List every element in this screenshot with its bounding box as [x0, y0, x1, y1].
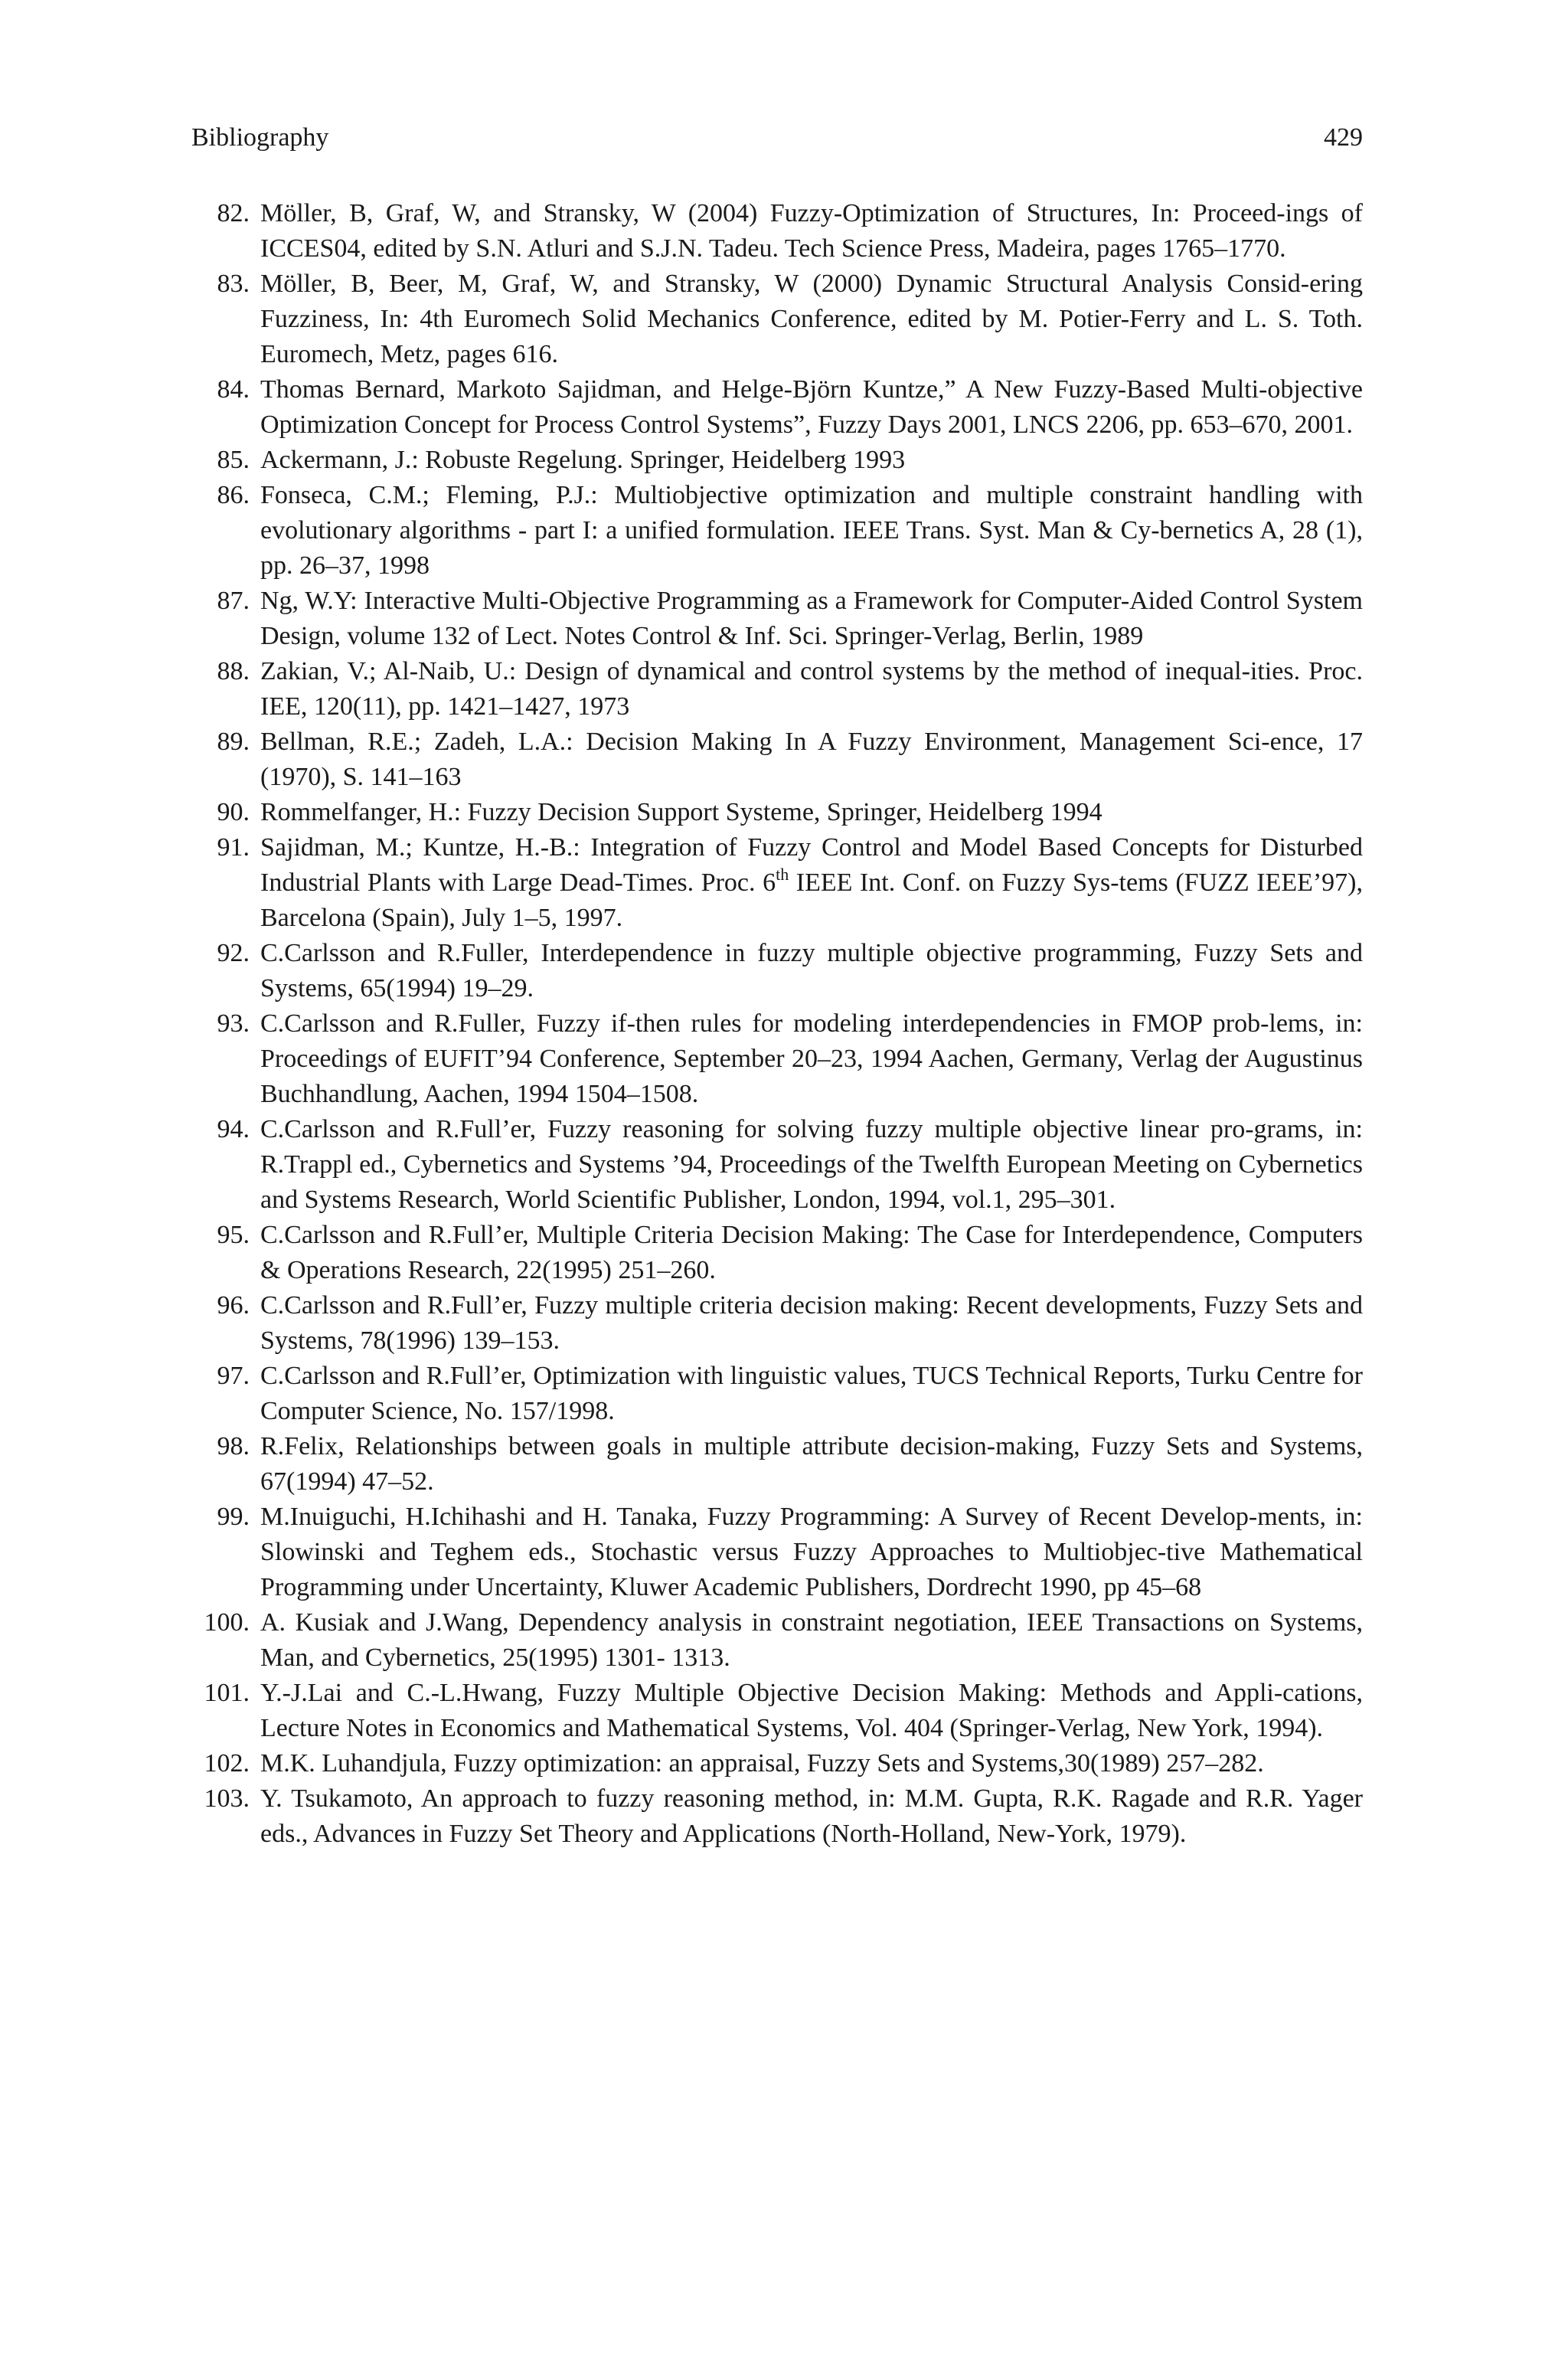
reference-text: C.Carlsson and R.Full’er, Fuzzy reasoning for solving fuzzy multiple objective linear pro-grams, in: R.Trappl ed., Cybernetics and Systems ’94, Proceedings of the Twelfth European Meeting on Cybernetics and Systems Research, World Scientific Publisher, London, 1994, vol.1, 295–301.: [260, 1115, 1363, 1214]
reference-text: Y.-J.Lai and C.-L.Hwang, Fuzzy Multiple Objective Decision Making: Methods and Appli-cations, Lecture Notes in Economics and Mathematical Systems, Vol. 404 (Springer-Verlag, New York, 1994).: [260, 1679, 1363, 1742]
reference-text: Möller, B, Graf, W, and Stransky, W (2004) Fuzzy-Optimization of Structures, In: Proceed-ings of ICCES04, edited by S.N. Atluri and S.J.N. Tadeu. Tech Science Press, Madeira, pages 1765–1770.: [260, 199, 1363, 263]
reference-item: [191, 478, 1363, 584]
reference-number: 94.: [217, 1115, 250, 1143]
reference-text: Fonseca, C.M.; Fleming, P.J.: Multiobjective optimization and multiple constraint handling with evolutionary algorithms - part I: a unified formulation. IEEE Trans. Syst. Man & Cy-bernetics A, 28 (1), pp. 26–37, 1998: [260, 481, 1363, 580]
reference-item: [191, 1112, 1363, 1218]
reference-number: 96.: [217, 1291, 250, 1320]
reference-text: Möller, B, Beer, M, Graf, W, and Stransky, W (2000) Dynamic Structural Analysis Consid-ering Fuzziness, In: 4th Euromech Solid Mechanics Conference, edited by M. Potier-Ferry and L. S. Toth. Euromech, Metz, pages 616.: [260, 270, 1363, 368]
reference-item: [191, 724, 1363, 795]
reference-item: [191, 1676, 1363, 1746]
reference-item: [191, 584, 1363, 654]
reference-number: 100.: [204, 1608, 250, 1637]
running-head: [191, 123, 1363, 153]
reference-text: Ackermann, J.: Robuste Regelung. Springer, Heidelberg 1993: [260, 446, 906, 474]
reference-number: 98.: [217, 1432, 250, 1460]
reference-number: 97.: [217, 1362, 250, 1390]
reference-item: [191, 372, 1363, 443]
reference-item: [191, 1288, 1363, 1359]
reference-text: C.Carlsson and R.Fuller, Interdependence in fuzzy multiple objective programming, Fuzzy Sets and Systems, 65(1994) 19–29.: [260, 939, 1363, 1002]
reference-item: [191, 936, 1363, 1006]
reference-item: [191, 267, 1363, 372]
reference-text: M.Inuiguchi, H.Ichihashi and H. Tanaka, Fuzzy Programming: A Survey of Recent Develop-ments, in: Slowinski and Teghem eds., Stochastic versus Fuzzy Approaches to Multiobjec-tive Mathematical Programming under Uncertainty, Kluwer Academic Publishers, Dordrecht 1990, pp 45–68: [260, 1503, 1363, 1601]
reference-item: [191, 1429, 1363, 1500]
reference-item: [191, 1746, 1363, 1781]
reference-item: [191, 795, 1363, 830]
reference-item: [191, 1218, 1363, 1288]
reference-number: 86.: [217, 481, 250, 509]
reference-text: C.Carlsson and R.Fuller, Fuzzy if-then rules for modeling interdependencies in FMOP prob-lems, in: Proceedings of EUFIT’94 Conference, September 20–23, 1994 Aachen, Germany, Verlag der Augustinus Buchhandlung, Aachen, 1994 1504–1508.: [260, 1009, 1363, 1108]
section-title: Bibliography: [191, 123, 329, 152]
reference-number: 93.: [217, 1009, 250, 1038]
reference-number: 87.: [217, 587, 250, 615]
reference-number: 84.: [217, 375, 250, 404]
superscript-th: th: [776, 864, 789, 884]
reference-text: Zakian, V.; Al-Naib, U.: Design of dynamical and control systems by the method of inequal-ities. Proc. IEE, 120(11), pp. 1421–1427, 1973: [260, 657, 1363, 721]
reference-text: Thomas Bernard, Markoto Sajidman, and Helge-Björn Kuntze,” A New Fuzzy-Based Multi-objective Optimization Concept for Process Control Systems”, Fuzzy Days 2001, LNCS 2206, pp. 653–670, 2001.: [260, 375, 1363, 439]
reference-number: 90.: [217, 798, 250, 826]
reference-item: [191, 654, 1363, 724]
reference-text: Ng, W.Y: Interactive Multi-Objective Programming as a Framework for Computer-Aided Control System Design, volume 132 of Lect. Notes Control & Inf. Sci. Springer-Verlag, Berlin, 1989: [260, 587, 1363, 650]
reference-number: 99.: [217, 1503, 250, 1531]
reference-text: Y. Tsukamoto, An approach to fuzzy reasoning method, in: M.M. Gupta, R.K. Ragade and R.R. Yager eds., Advances in Fuzzy Set Theory and Applications (North-Holland, New-York, 1979).: [260, 1784, 1363, 1848]
reference-list: [191, 196, 1363, 1852]
reference-number: 103.: [204, 1784, 250, 1813]
reference-text: R.Felix, Relationships between goals in multiple attribute decision-making, Fuzzy Sets and Systems, 67(1994) 47–52.: [260, 1432, 1363, 1496]
reference-number: 102.: [204, 1749, 250, 1778]
reference-item: [191, 443, 1363, 478]
reference-item: [191, 1359, 1363, 1429]
reference-text: C.Carlsson and R.Full’er, Fuzzy multiple criteria decision making: Recent developments, Fuzzy Sets and Systems, 78(1996) 139–153.: [260, 1291, 1363, 1355]
reference-text: M.K. Luhandjula, Fuzzy optimization: an appraisal, Fuzzy Sets and Systems,30(1989) 257–282.: [260, 1749, 1264, 1778]
reference-text: Rommelfanger, H.: Fuzzy Decision Support Systeme, Springer, Heidelberg 1994: [260, 798, 1102, 826]
reference-item: [191, 1605, 1363, 1676]
reference-item: [191, 1781, 1363, 1852]
reference-number: 101.: [204, 1679, 250, 1707]
reference-number: 82.: [217, 199, 250, 227]
reference-item: [191, 830, 1363, 936]
reference-number: 89.: [217, 728, 250, 756]
reference-text: C.Carlsson and R.Full’er, Optimization with linguistic values, TUCS Technical Reports, Turku Centre for Computer Science, No. 157/1998.: [260, 1362, 1363, 1425]
page: [191, 123, 1363, 1852]
reference-number: 95.: [217, 1221, 250, 1249]
reference-text-before-superscript: Sajidman, M.; Kuntze, H.-B.: Integration of Fuzzy Control and Model Based Concepts for Disturbed Industrial Plants with Large Dead-Times. Proc. 6: [260, 833, 1363, 897]
reference-number: 92.: [217, 939, 250, 967]
reference-number: 88.: [217, 657, 250, 685]
reference-text: Bellman, R.E.; Zadeh, L.A.: Decision Making In A Fuzzy Environment, Management Sci-ence, 17 (1970), S. 141–163: [260, 728, 1363, 791]
reference-item: [191, 196, 1363, 267]
reference-text-after-superscript: IEEE Int. Conf. on Fuzzy Sys-tems (FUZZ IEEE’97), Barcelona (Spain), July 1–5, 1997.: [260, 868, 1363, 932]
reference-item: [191, 1500, 1363, 1605]
page-number: 429: [1324, 123, 1363, 152]
reference-item: [191, 1006, 1363, 1112]
reference-text: C.Carlsson and R.Full’er, Multiple Criteria Decision Making: The Case for Interdependence, Computers & Operations Research, 22(1995) 251–260.: [260, 1221, 1363, 1284]
reference-text: A. Kusiak and J.Wang, Dependency analysis in constraint negotiation, IEEE Transactions on Systems, Man, and Cybernetics, 25(1995) 1301- 1313.: [260, 1608, 1363, 1672]
reference-number: 85.: [217, 446, 250, 474]
reference-number: 91.: [217, 833, 250, 862]
reference-number: 83.: [217, 270, 250, 298]
